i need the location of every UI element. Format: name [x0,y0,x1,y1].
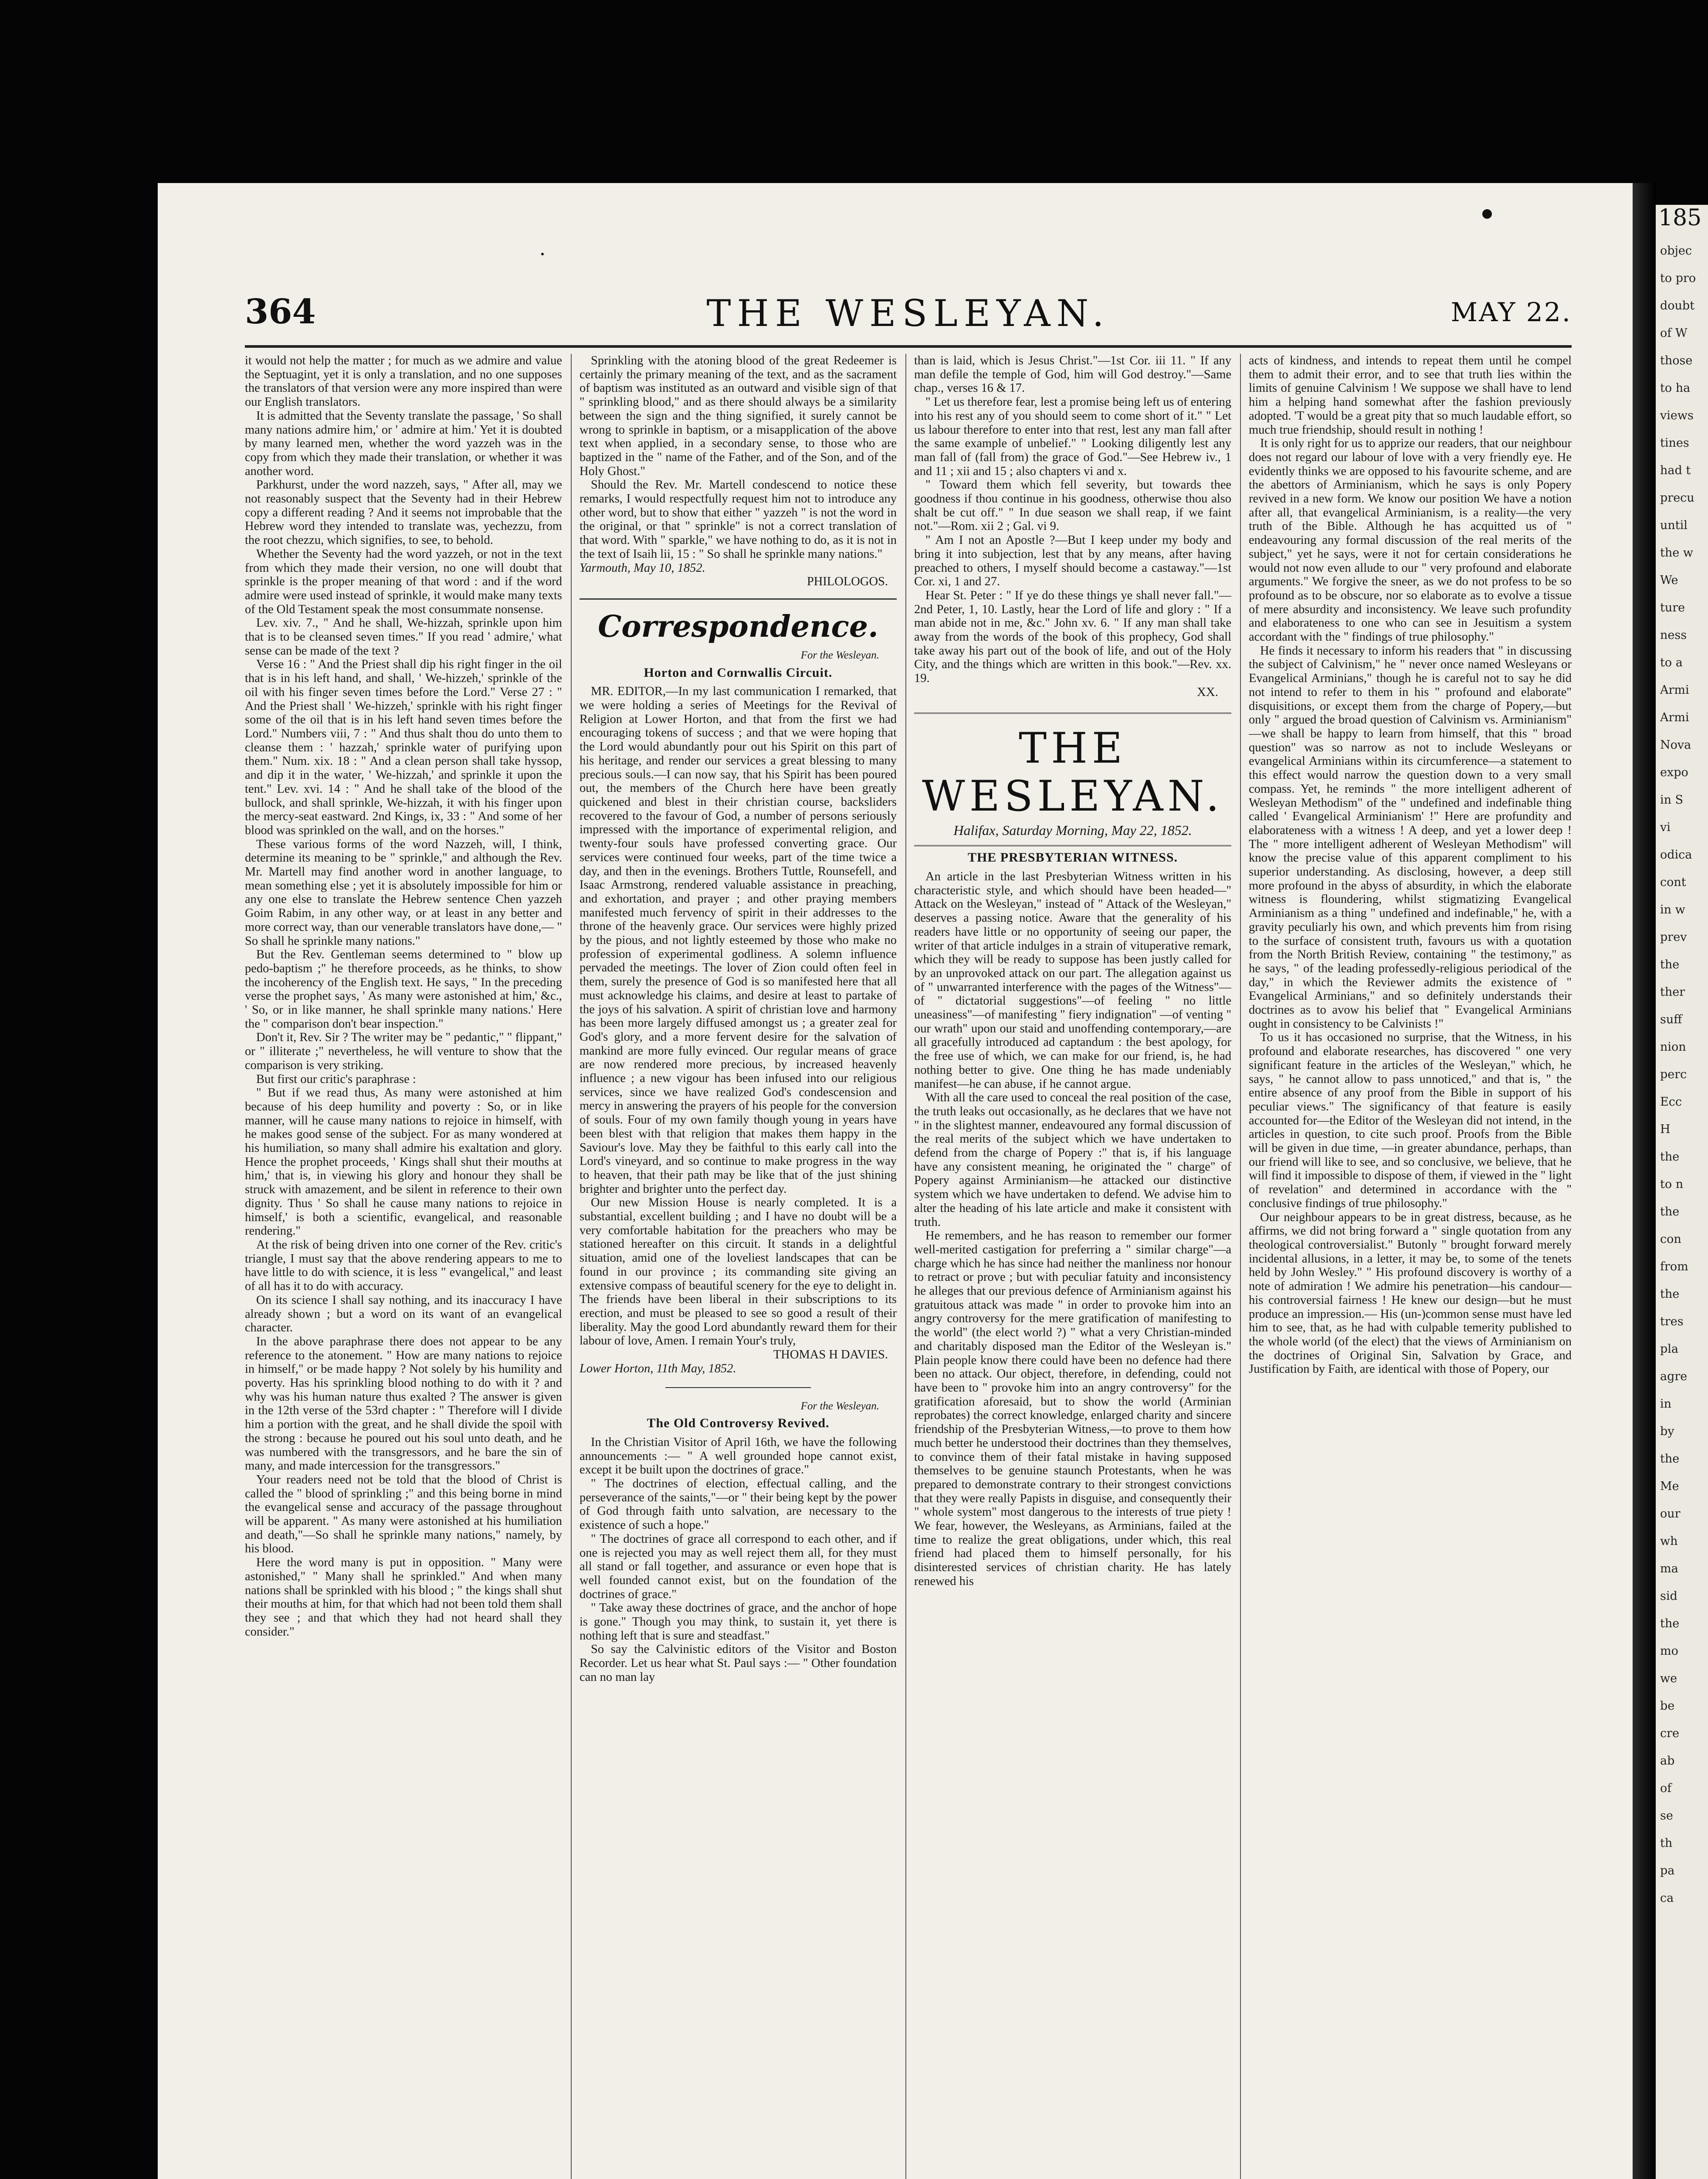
next-page-fragment: the w [1660,546,1693,560]
next-page-fragment: the [1660,1205,1680,1218]
letter-dateline: Lower Horton, 11th May, 1852. [580,1361,736,1375]
next-page-fragment: pa [1660,1864,1675,1877]
next-page-fragment: had t [1660,464,1691,477]
column-1-paragraph: But the Rev. Gentleman seems determined to " blow up pedo-baptism ;" he therefore proceeds, as he thinks, to show the incoherency of the English text. He says, " In the preceding verse the prophet says, ' As many were astonished at him,' &c., ' So, or in like manner, he shall sprinkle many nations.' Here the " comparison don't bear inspection." [245,948,562,1031]
article-paragraph: He remembers, and he has reason to remember our former well-merited castigation for preferring a " similar charge"—a charge which he has since had neither the manliness nor honour to retract or prove ; but with peculiar fatuity and inconsistency he alleges that our previous defence of Arminianism against his gratuitous attack was made " in order to provoke him into an angry controversy for the mere gratification of manifesting to the world" (the elect world ?) " what a very Christian-minded and charitably disposed man the Editor of the Wesleyan is." Plain people know there could have been no defence had there been no attack. Our object, therefore, in defending, could not have been to " provoke him into an angry controversy" for the gratification aforesaid, but to show the world (Arminian reprobates) the correct knowledge, enlarged charity and sincere friendship of the Presbyterian Witness,—to prove to them how much better he understood their doctrines than they themselves, to convince them of their fatal mistake in having supposed themselves to be genuine staunch Protestants, when he was prepared to demonstrate contrary to their strongest convictions that they were really Papists in disguise, and consequently their " whole system" most dangerous to the interests of true piety ! We fear, however, the Wesleyans, as Arminians, failed at the time to realize the great obligations, under which, this real friend had placed them to himself personally, for his disinterested services of christian charity. He has lately renewed his [914,1229,1231,1588]
column-2-paragraph: Should the Rev. Mr. Martell condescend to notice these remarks, I would respectfully request him not to introduce any other word, but to show that either " yazzeh " is not the word in the original, or that " sprinkle" is not a correct translation of that word. With " sparkle," we have nothing to do, as it is not in the text of Isaih lii, 15 : " So shall he sprinkle many nations." [580,478,897,561]
next-page-fragment: the [1660,1617,1680,1630]
section-heading: Correspondence. [598,609,878,644]
next-page-fragment: in [1660,1397,1672,1411]
next-page-fragment: precu [1660,491,1694,505]
column-divider [571,354,572,2179]
column-1-paragraph: Here the word many is put in opposition. " Many were astonished," " Many shall he sprinkled." And when many nations shall be sprinkled with his blood ; " the kings shall shut their mouths at him, for that which had not been told them shall they see ; and that which they had not heard shall they consider." [245,1556,562,1639]
article-paragraph: So say the Calvinistic editors of the Visitor and Boston Recorder. Let us hear what St. Paul says :— " Other foundation can no man lay [580,1643,897,1684]
next-page-fragment: sid [1660,1589,1678,1603]
column-4-paragraph: To us it has occasioned no surprise, that the Witness, in his profound and elaborate researches, has discovered " one very significant feature in the articles of the Wesleyan," which, he says, " he cannot allow to pass unnoticed," and that is, " the entire absence of any proof from the Bible in support of his peculiar views." The significancy of that feature is easily accounted for—the Editor of the Wesleyan did not intend, in the articles in question, to cite such proof. Proofs from the Bible will be given in due time, —in greater abundance, perhaps, than our friend will like to see, and so conclusive, we believe, that he will find it impossible to dispose of them, if viewed in the " light of revelation" and determined in accordance with the " conclusive findings of true philosophy." [1249,1031,1572,1210]
next-page-fragment: pla [1660,1342,1679,1356]
article-paragraph: In the Christian Visitor of April 16th, we have the following announcements :— " A well grounded hope cannot exist, except it be built upon the doctrines of grace." [580,1435,897,1477]
contribution-note: For the Wesleyan. [800,1400,879,1412]
letter-closing: XX. [1196,685,1218,699]
column-1-paragraph: In the above paraphrase there does not appear to be any reference to the atonement. " How are many nations to rejoice in himself," or be made happy ? Not solely by his humility and poverty. Has his sprinkling blood nothing to do with it ? and why was his human nature thus exalted ? The answer is given in the 12th verse of the 53rd chapter : " Therefore will I divide him a portion with the great, and he shall divide the spoil with the strong : because he poured out his soul unto death, and he was numbered with the transgressors, and he bare the sin of many, and made intercession for the transgressors." [245,1334,562,1473]
article-paragraph: " Take away these doctrines of grace, and the anchor of hope is gone." Though you may think, to sustain it, yet there is nothing left that is sure and steadfast." [580,1601,897,1643]
next-page-fragment: Armi [1660,711,1689,724]
column-3-paragraph: " Am I not an Apostle ?—But I keep under my body and bring it into subjection, lest that by any means, after having preached to others, I myself should become a castaway."—1st Cor. xi, 1 and 27. [914,533,1231,589]
ink-speck [541,253,544,255]
next-page-fragment: views [1660,409,1694,422]
next-page-fragment: th [1660,1836,1673,1850]
column-3-paragraph: " Let us therefore fear, lest a promise being left us of entering into his rest any of you should seem to come short of it." " Let us labour therefore to enter into that rest, lest any man fall after the same example of unbelief." " Looking diligently lest any man fall of (fall from) the grace of God."—See Hebrew iv., 1 and 11 ; xii and 15 ; also chapters vi and x. [914,395,1231,478]
next-page-fragment: tres [1660,1315,1684,1328]
column-2-paragraph: Sprinkling with the atoning blood of the great Redeemer is certainly the primary meaning of the text, and as the sacrament of baptism was instituted as an outward and visible sign of that " sprinkling blood," and as there should always be a similarity between the sign and the thing signified, it surely cannot be wrong to sprinkle in baptism, or a misapplication of the above text when applied, in a secondary sense, to those who are baptized in the " name of the Father, and of the Son, and of the Holy Ghost." [580,354,897,478]
next-page-fragment: from [1660,1260,1688,1273]
next-page-fragment: Armi [1660,683,1689,697]
masthead-title: THE WESLEYAN. [922,723,1223,821]
next-page-fragment: the [1660,1452,1680,1466]
next-page-fragment: perc [1660,1068,1687,1081]
article-paragraph: Our new Mission House is nearly completed. It is a substantial, excellent building ; and I have no doubt will be a very comfortable habitation for the preachers who may be stationed hereafter on this circuit. It stands in a delightful situation, amid one of the loveliest landscapes that can be found in our province ; its commanding site giving an extensive compass of beautiful scenery for the eye to delight in. The friends have been liberal in their subscriptions to its erection, and must be pleased to see so good a result of their liberality. May the good Lord abundantly reward them for their labour of love, Amen. I remain Your's truly, [580,1196,897,1348]
next-page-fragment: wh [1660,1534,1678,1548]
header-date: MAY 22. [1450,297,1572,328]
next-page-fragment: ab [1660,1754,1675,1768]
article-paragraph: " The doctrines of election, effectual calling, and the perseverance of the saints,"—or " their being kept by the power of God through faith unto salvation, are necessary to the existence of such a hope." [580,1477,897,1532]
article-title: The Old Controversy Revived. [647,1416,830,1431]
next-page-fragment: ma [1660,1562,1678,1575]
ink-speck [1482,209,1492,219]
column-1 [245,354,562,2179]
column-1-paragraph: At the risk of being driven into one corner of the Rev. critic's triangle, I must say that the above rendering appears to me to have little to do with science, it is less " evangelical," and least of all has it to do with accuracy. [245,1238,562,1293]
next-page-fragment: vi [1660,821,1671,834]
next-page-fragment: H [1660,1123,1671,1136]
column-1-paragraph: These various forms of the word Nazzeh, will, I think, determine its meaning to be " sprinkle," and although the Rev. Mr. Martell may find another word in another language, to mean something else ; yet it is absolutely impossible for him or any one else to translate the Hebrew sentence Chen yazzeh Goim Rabim, in any other way, or at least in any better and more correct way, than our venerable translators have done,— " So shall he sprinkle many nations." [245,837,562,948]
next-page-fragment: We [1660,574,1678,587]
next-page-fragment: tines [1660,436,1689,450]
next-page-fragment: cont [1660,876,1686,889]
next-page-fragment: se [1660,1809,1673,1823]
column-3-paragraph: than is laid, which is Jesus Christ."—1st Cor. iii 11. " If any man defile the temple of God, him will God destroy."—Same chap., verses 16 & 17. [914,354,1231,395]
column-1-paragraph: Don't it, Rev. Sir ? The writer may be " pedantic," " flippant," or " illiterate ;" nevertheless, he will venture to show that the comparison is very striking. [245,1031,562,1072]
contribution-note: For the Wesleyan. [800,649,879,661]
column-1-paragraph: it would not help the matter ; for much as we admire and value the Septuagint, yet it is only a translation, and no one supposes the translators of that version were any more inspired than were our English translators. [245,354,562,409]
next-page-fragment: until [1660,519,1688,532]
next-page-fragment: of W [1660,326,1688,340]
column-3-paragraph: Hear St. Peter : " If ye do these things ye shall never fall."—2nd Peter, 1, 10. Lastly, hear the Lord of life and glory : " If a man abide not in me, &c." John xv. 6. " If any man shall take away from the words of the book of this prophecy, God shall take away his part out of the book of life, and out of the Holy City, and the things which are written in this book."—Rev. xx. 19. [914,588,1231,686]
next-page-fragment: odica [1660,848,1692,862]
next-page-fragment: ture [1660,601,1685,614]
column-4-paragraph: He finds it necessary to inform his readers that " in discussing the subject of Calvinism," he " never once named Wesleyans or Evangelical Arminians," though he is careful not to say he did not intend to refer to them in his " profound and elaborate" disquisitions, or except them from the charge of Popery,—but only " argued the broad question of Calvinism vs. Arminianism" —we shall be happy to learn from himself, that this " broad question" was so narrow as not to include Wesleyans or evangelical Arminians within its circumference—a statement to this effect would narrow the question down to a very small compass. Yet, he reminds " the more intelligent adherent of Wesleyan Methodism" of the " undefined and indefinable thing called ' Evangelical Arminianism' !" Here are profundity and elaborateness with a witness ! A deep, and yet a lower deep ! The " more intelligent adherent of Wesleyan Methodism" will know the precise value of this apparent compliment to his superior understanding. As disclosing, however, a deep still more profound in the abyss of absurdity, in which the elaborate witness is floundering, whilst stigmatizing Evangelical Arminianism as a thing " undefined and indefinable," he, with a gravity peculiarly his own, and which prevents him from rising to the surface of consistent truth, favours us with a quotation from the North British Review, containing " the testimony," as he says, " of the leading professedly-religious periodical of the day," in which the Reviewer admits the existence of " Evangelical Arminians," and so definitely understands their doctrines as to avow his belief that " Evangelical Arminians ought in consistency to be Calvinists !" [1249,644,1572,1031]
next-page-fragment: ther [1660,985,1685,999]
column-1-paragraph: But first our critic's paraphrase : [256,1072,416,1086]
next-page-fragment: we [1660,1672,1678,1685]
article-rule [665,1387,811,1388]
binding-gutter [1633,183,1656,2179]
letter-dateline: Yarmouth, May 10, 1852. [580,561,705,575]
article-paragraph: " The doctrines of grace all correspond to each other, and if one is rejected you may as well reject them all, for they must all stand or fall together, and assurance or even hope that is well founded cannot exist, but on the foundation of the doctrines of grace." [580,1532,897,1601]
page-header [245,292,1572,340]
next-page-fragment: to n [1660,1178,1684,1191]
next-page-edge [1656,205,1708,2179]
column-1-paragraph: Lev. xiv. 7., " And he shall, We-hizzah, sprinkle upon him that is to be cleansed seven times." If you read ' admire,' what sense can be made of the text ? [245,616,562,658]
letter-signature: PHILOLOGOS. [807,575,888,589]
column-1-paragraph: It is admitted that the Seventy translate the passage, ' So shall many nations admire him,' or ' admire at him.' Yet it is doubted by many learned men, whether the word yazzeh was in the copy from which they made their translation, or whether it was another word. [245,409,562,478]
next-page-fragment: suff [1660,1013,1682,1026]
next-page-text [1656,237,1708,1912]
section-rule [580,598,897,600]
column-1-paragraph: Your readers need not be told that the blood of Christ is called the " blood of sprinkling ;" and this being borne in mind the evangelical sense and accuracy of the passage throughout will be apparent. " As many were astonished at his humiliation and death,"—So shall he sprinkle many nations," namely, by his blood. [245,1473,562,1556]
running-title: THE WESLEYAN. [706,292,1110,335]
column-1-paragraph: Whether the Seventy had the word yazzeh, or not in the text from which they made their version, no one will doubt that sprinkle is the proper meaning of that word : and if the word admire were used instead of sprinkle, it would make many texts of the Old Testament speak the most consummate nonsense. [245,547,562,616]
column-divider [905,354,906,2179]
column-4-paragraph: acts of kindness, and intends to repeat them until he compel them to admit their error, and to see that truth lies within the limits of genuine Calvinism ! We suppose we shall have to lend him a helping hand somewhat after the fashion previously adopted. 'T would be a great pity that so much laudable effort, so much true friendship, should result in nothing ! [1249,354,1572,437]
next-page-fragment: the [1660,1150,1680,1164]
next-page-fragment: ness [1660,628,1687,642]
next-page-fragment: Me [1660,1480,1679,1493]
letter-signature: THOMAS H DAVIES. [773,1348,888,1362]
editorial-masthead [914,713,1231,847]
column-4-paragraph: Our neighbour appears to be in great distress, because, as he affirms, we did not bring forward a " single quotation from any theological controversialist." Butonly " brought forward merely incidental allusions, in a letter, it may be, to some of the tenets held by John Wesley." " His profound discovery is worthy of a note of admiration ! We admire his penetration—his candour—his controversial fairness ! He knew our design—but he must produce an impression.— His (un-)common sense must have led him to see, that, as he had with culpable temerity published to the whole world (of the elect) that the views of Arminianism on the doctrines of Original Sin, Salvation by Grace, and Justification by Faith, are identical with those of Popery, our [1249,1210,1572,1376]
next-page-fragment: in w [1660,903,1685,916]
next-page-fragment: prev [1660,930,1687,944]
next-page-fragment: con [1660,1232,1681,1246]
article-paragraph: MR. EDITOR,—In my last communication I remarked, that we were holding a series of Meetings for the Revival of Religion at Lower Horton, and that from the first we had encouraging tokens of success ; and that we were hoping that the Lord would abundantly pour out his Spirit on this part of his heritage, and render our services a great blessing to many precious souls.—I can now say, that his Spirit has been poured out, the members of the Church here have been greatly quickened and blest in their christian course, backsliders recovered to the favour of God, a number of persons seriously impressed with the importance of experimental religion, and twenty-four souls have professed converting grace. Our services were continued four weeks, part of the time twice a day, and then in the evenings. Brothers Tuttle, Rounsefell, and Isaac Armstrong, rendered valuable assistance in preaching, and exhortation, and prayer ; and other praying members manifested much fervency of spirit in their addresses to the throne of the heavenly grace. Our services were highly prized by the pious, and not lightly esteemed by those who make no profession of experimental godliness. A solemn influence pervaded the meetings. The lover of Zion could often feel in them, surely the presence of God is so manifested here that all must acknowledge his claims, and desire at least to partake of the joys of his salvation. A spirit of christian love and harmony has been more largely diffused amongst us ; a greater zeal for God's glory, and a more fervent desire for the salvation of mankind are more fully evinced. Our regular means of grace are now rendered more precious, by increased heavenly influence ; a new vigour has been infused into our religious services, since we have realized God's condescension and mercy in answering the prayers of his people for the conversion of souls. Four of my own family though young in years have been blest with that religion that makes them happy in the Saviour's love. May they be faithful to this early call into the Lord's vineyard, and so continue to make progress in the way to heaven, that their path may be like that of the just shining brighter and brighter unto the perfect day. [580,685,897,1196]
article-paragraph: With all the care used to conceal the real position of the case, the truth leaks out occasionally, as he declares that we have not " in the slightest manner, endeavoured any formal discussion of the real merits of the subject which we have undertaken to defend from the charge of Popery :" that is, if his language have any consistent meaning, he originated the " charge" of Popery against Arminianism—he attacked our distinctive system which we have undertaken to defend. We advise him to alter the heading of his late article and make it consistent with truth. [914,1091,1231,1229]
masthead-date: Halifax, Saturday Morning, May 22, 1852. [953,822,1192,838]
next-page-fragment: cre [1660,1727,1680,1740]
column-3 [914,354,1231,2179]
article-title: THE PRESBYTERIAN WITNESS. [967,850,1178,865]
column-1-paragraph: " But if we read thus, As many were astonished at him because of his deep humility and poverty : So, or in like manner, will he cause many nations to rejoice in himself, with he makes good sense of the subject. For as many wondered at his humiliation, so many shall admire his exaltation and glory. Hence the prophet proceeds, ' Kings shall shut their mouths at him,' that is, in viewing his glory and honour they shall be struck with amazement, and be silent in reference to their own dignity. Thus ' So shall he cause many nations to rejoice in himself,' is both a scientific, evangelical, and reasonable rendering." [245,1086,562,1238]
next-page-fragment: by [1660,1425,1674,1438]
next-page-fragment: agre [1660,1370,1688,1383]
newspaper-page [158,183,1633,2179]
header-rule [245,345,1572,348]
next-page-fragment: doubt [1660,299,1695,312]
column-3-paragraph: " Toward them which fell severity, but towards thee goodness if thou continue in his goodness, otherwise thou also shalt be cut off." " In due season we shall reap, if we faint not."—Rom. xii 2 ; Gal. vi 9. [914,478,1231,533]
next-page-fragment: nion [1660,1040,1686,1054]
article-title: Horton and Cornwallis Circuit. [644,665,833,680]
next-page-fragment: our [1660,1507,1681,1521]
next-page-fragment: the [1660,958,1680,971]
next-page-fragment: in S [1660,793,1684,807]
page-number: 364 [245,292,316,332]
next-page-fragment: Ecc [1660,1095,1682,1109]
column-1-paragraph: Verse 16 : " And the Priest shall dip his right finger in the oil that is in his left hand, and shall, ' We-hizzeh,' sprinkle of the oil with his finger seven times before the Lord." Verse 27 : " And the Priest shall ' We-hizzeh,' sprinkle with his right finger some of the oil that is in his left hand seven times before the Lord." Numbers viii, 7 : " And thus shalt thou do unto them to cleanse them : ' hazzah,' sprinkle water of purifying upon them." Num. xix. 18 : " And a clean person shall take hyssop, and dip it in the water, ' We-hizzah,' and sprinkle it upon the tent." Lev. xvi. 14 : " And he shall take of the blood of the bullock, and shall sprinkle, We-hizzah, it with his finger upon the mercy-seat eastward. 2nd Kings, ix, 33 : " And some of her blood was sprinkled on the wall, and on the horses." [245,658,562,837]
next-page-fragment: the [1660,1287,1680,1301]
article-paragraph: An article in the last Presbyterian Witness written in his characteristic style, and which should have been headed—" Attack on the Wesleyan," instead of " Attack of the Wesleyan," deserves a passing notice. Aware that the generality of his readers have little or no opportunity of seeing our paper, the writer of that article indulges in a strain of vituperative remark, which they will be ready to suppose has been justly called for by an unprovoked attack on our part. The allegation against us of " unwarranted interference with the pages of the Witness"—of " dictatorial suggestions"—of feeling " no little uneasiness"—of manifesting " fiery indignation" —of venting " our wrath" upon our staid and unoffending contemporary,—are all gracefully introduced ad captandum : the best apology, for the free use of which, we can make for our friend, is, he had nothing better to give. One thing he has made undeniably manifest—he can abuse, if he cannot argue. [914,869,1231,1091]
next-page-fragment: expo [1660,766,1688,779]
column-divider [1240,354,1241,2179]
next-page-fragment: to pro [1660,272,1696,285]
next-page-fragment: to a [1660,656,1683,669]
column-4 [1249,354,1572,2179]
column-1-paragraph: Parkhurst, under the word nazzeh, says, " After all, may we not reasonably suspect that the Seventy had in their Hebrew copy a different reading ? And it seems not improbable that the Hebrew word they intended to translate was, yechezzu, from the root chezzu, which signifies, to see, to behold. [245,478,562,547]
next-page-fragment: be [1660,1699,1675,1713]
next-page-number: 185 [1658,205,1702,231]
column-1-paragraph: On its science I shall say nothing, and its inaccuracy I have already shown ; but a word on its want of an evangelical character. [245,1293,562,1335]
next-page-fragment: those [1660,354,1693,367]
next-page-fragment: mo [1660,1644,1678,1658]
next-page-fragment: of [1660,1782,1672,1795]
next-page-fragment: objec [1660,244,1692,258]
next-page-fragment: Nova [1660,738,1691,752]
next-page-fragment: to ha [1660,381,1691,395]
next-page-fragment: ca [1660,1891,1674,1905]
column-2 [580,354,897,2179]
column-4-paragraph: It is only right for us to apprize our readers, that our neighbour does not regard our labour of love with a very friendly eye. He evidently thinks we are opposed to his favourite scheme, and are the abettors of Arminianism, which he says is only Popery revived in a new form. We know our position We have a notion after all, that evangelical Arminianism, is a reality—the very truth of the Bible. Although he has acquitted us of " endeavouring any formal discussion of the real merits of the subject," yet he says, were it not for certain considerations he would not now even allude to our " very profound and elaborate arguments." We forgive the sneer, as we do not profess to be so profound as to be obscure, nor so elaborate as to evolve a tissue of mere absurdity and inconsistency. We leave such profundity and elaborateness to one who can see in Jesuitism a system accordant with the " findings of true philosophy." [1249,437,1572,644]
